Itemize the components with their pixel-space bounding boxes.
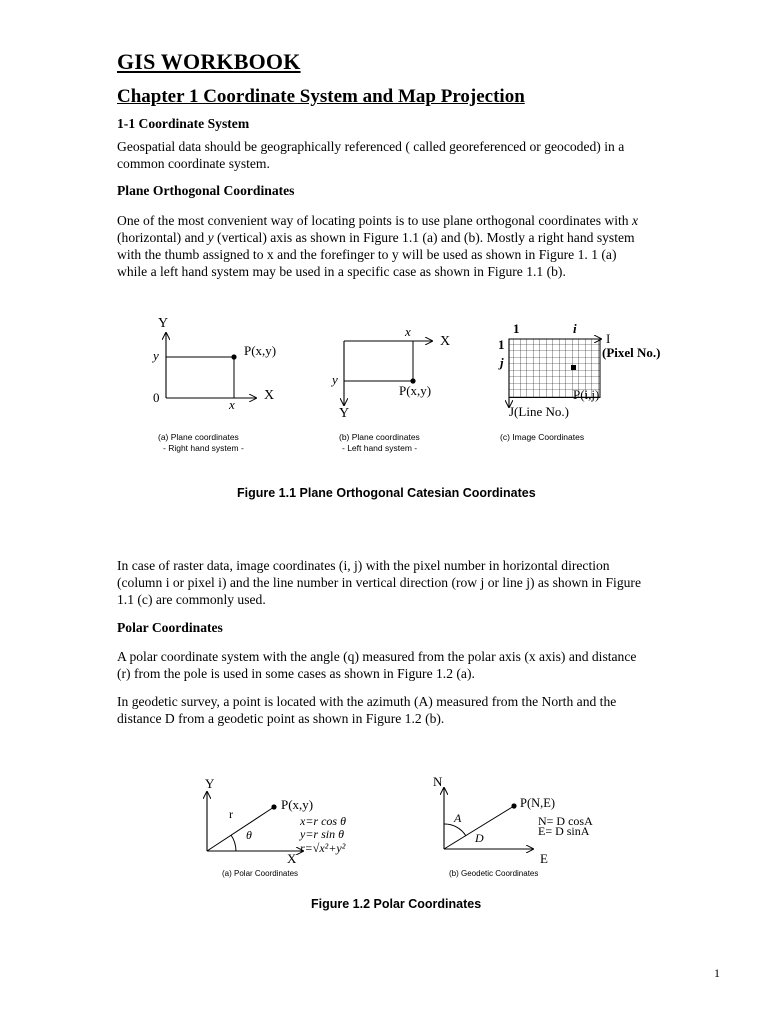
plane-paragraph — [117, 212, 722, 280]
azimuth-label: A — [454, 811, 462, 825]
intro-paragraph — [117, 138, 722, 172]
figure-1-2-caption: Figure 1.2 Polar Coordinates — [311, 897, 482, 911]
point-label: P(x,y) — [399, 383, 432, 398]
subsection-heading-polar: Polar Coordinates — [117, 620, 223, 635]
text-line: In geodetic survey, a point is located with the azimuth (A) measured from the North and the — [117, 694, 617, 709]
figure-1-2b-caption: (b) Geodetic Coordinates — [449, 869, 539, 878]
tick-y-label: y — [153, 348, 159, 363]
figure-1-2 — [0, 768, 768, 918]
text-line: common coordinate system. — [117, 156, 270, 171]
polar-paragraph-1 — [117, 648, 722, 682]
equation-n: N= D cosA — [538, 814, 593, 828]
tick-x-label: x — [229, 397, 235, 412]
axis-i-label: I — [606, 331, 611, 346]
equation-e: E= D sinA — [538, 824, 590, 838]
page-number: 1 — [714, 966, 720, 980]
raster-paragraph — [117, 557, 722, 608]
axis-y-label: Y — [158, 316, 169, 331]
axis-e-label: E — [540, 851, 548, 866]
r-label: r — [229, 807, 233, 821]
pixel-no-label: (Pixel No.) — [602, 345, 661, 360]
text-line: with the thumb assigned to x and the forefinger to y will be used as shown in Figure 1. 1 (a) — [117, 247, 617, 262]
figure-1-2a-polar — [205, 776, 346, 878]
text-line: (column i or pixel i) and the line number in vertical direction (row j or line j) as shown in Figure — [117, 575, 641, 590]
equation-r: r=√x²+y² — [300, 841, 346, 855]
text-line: (r) from the pole is used in some cases as shown in Figure 1.2 (a). — [117, 666, 475, 681]
point-label: P(N,E) — [520, 796, 556, 810]
origin-label: 0 — [153, 390, 160, 405]
tick-x-label: x — [405, 324, 411, 339]
text-line: 1.1 (c) are commonly used. — [117, 592, 266, 607]
theta-label: θ — [246, 828, 252, 842]
section-heading: 1-1 Coordinate System — [117, 116, 250, 131]
axis-n-label: N — [433, 774, 443, 789]
axis-y-label: Y — [205, 776, 215, 791]
chapter-title: Chapter 1 Coordinate System and Map Projection — [117, 86, 525, 107]
figure-1-1b-left-hand — [330, 324, 450, 453]
text-line: One of the most convenient way of locating points is to use plane orthogonal coordinates with x — [117, 213, 638, 228]
book-title: GIS WORKBOOK — [117, 49, 301, 74]
figure-1-2b-geodetic — [433, 774, 593, 878]
point-label: P(x,y) — [244, 343, 277, 358]
figure-1-1b-caption-sub: - Left hand system - — [342, 443, 418, 453]
text-line: while a left hand system may be used in a specific case as shown in Figure 1.1 (b). — [117, 264, 566, 279]
figure-1-1c-caption: (c) Image Coordinates — [500, 432, 585, 442]
text-line: distance D from a geodetic point as shown in Figure 1.2 (b). — [117, 711, 445, 726]
equation-y: y=r sin θ — [300, 827, 344, 841]
subsection-heading-plane: Plane Orthogonal Coordinates — [117, 183, 295, 198]
figure-1-1-caption: Figure 1.1 Plane Orthogonal Catesian Coordinates — [237, 486, 536, 500]
equation-x: x=r cos θ — [300, 814, 346, 828]
axis-x-label: X — [287, 851, 297, 866]
tick-y-label: y — [332, 372, 338, 387]
figure-1-1a-caption-sub: - Right hand system - — [163, 443, 244, 453]
figure-1-1c-image — [498, 321, 660, 442]
j-label: j — [500, 355, 504, 370]
figure-1-1a-right-hand — [151, 316, 276, 453]
point-label: P(i,j) — [573, 387, 600, 402]
distance-label: D — [475, 831, 484, 845]
figure-1-1b-caption: (b) Plane coordinates — [339, 432, 420, 442]
polar-paragraph-2 — [117, 693, 722, 727]
row-one-label: 1 — [498, 337, 505, 352]
text-line: A polar coordinate system with the angle (q) measured from the polar axis (x axis) and distance — [117, 649, 637, 664]
i-label: i — [573, 321, 577, 336]
figure-1-2a-caption: (a) Polar Coordinates — [222, 869, 299, 878]
axis-y-label: Y — [339, 406, 350, 421]
axis-x-label: X — [264, 388, 275, 403]
col-one-label: 1 — [513, 321, 520, 336]
line-no-label: J(Line No.) — [509, 404, 569, 419]
axis-x-label: X — [440, 334, 451, 349]
point-label: P(x,y) — [281, 797, 314, 812]
text-line: Geospatial data should be geographically referenced ( called georeferenced or geocoded) in a — [117, 139, 625, 154]
figure-1-1a-caption: (a) Plane coordinates — [158, 432, 239, 442]
text-line: In case of raster data, image coordinates (i, j) with the pixel number in horizontal direction — [117, 558, 610, 573]
figure-1-1 — [0, 305, 768, 505]
text-line: (horizontal) and y (vertical) axis as shown in Figure 1.1 (a) and (b). Mostly a right hand system — [117, 230, 635, 245]
